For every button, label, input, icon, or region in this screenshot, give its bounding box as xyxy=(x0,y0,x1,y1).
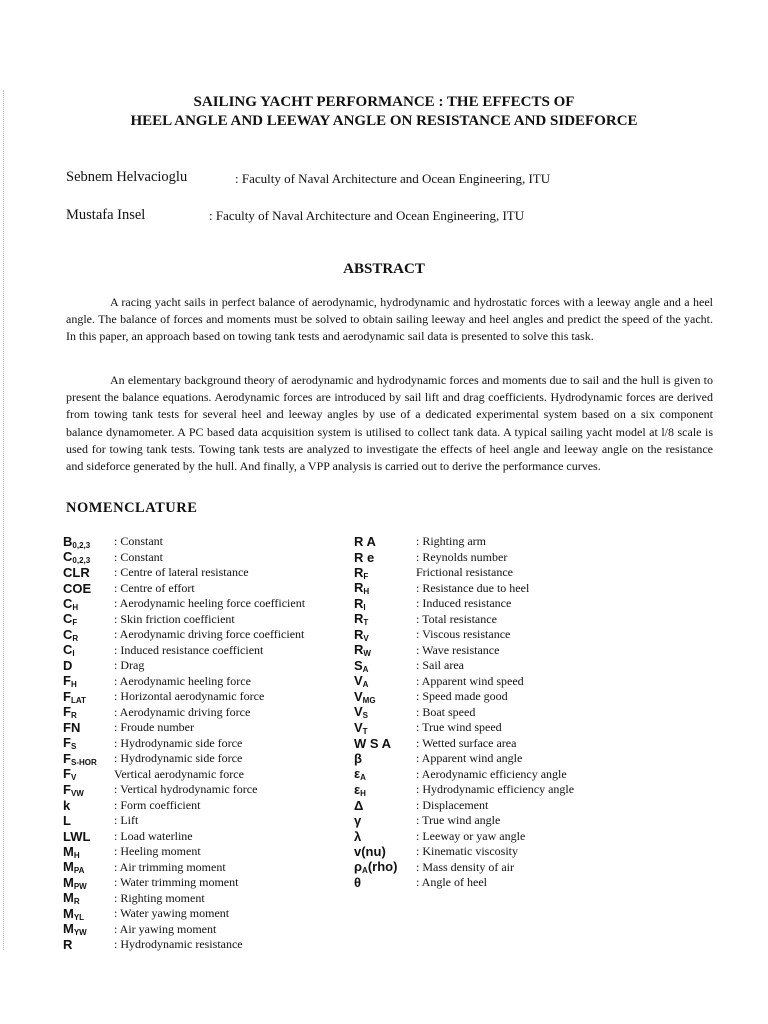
nomenclature-symbol xyxy=(354,550,416,565)
nomenclature-row xyxy=(354,705,574,721)
nomenclature-definition: : Leeway or yaw angle xyxy=(416,828,526,843)
symbol-base: β xyxy=(354,751,362,767)
symbol-base: V xyxy=(354,704,363,720)
nomenclature-row xyxy=(63,627,305,643)
symbol-base: θ xyxy=(354,875,362,891)
author-name-2: Mustafa Insel xyxy=(66,207,146,223)
nomenclature-symbol xyxy=(354,580,416,596)
nomenclature-row xyxy=(354,581,574,597)
symbol-base: R xyxy=(354,595,364,611)
nomenclature-definition: : Air trimming moment xyxy=(114,859,226,874)
symbol-base: C xyxy=(63,595,73,611)
nomenclature-symbol xyxy=(63,565,114,580)
symbol-base: R A xyxy=(354,534,376,550)
symbol-base: ρ xyxy=(354,859,363,875)
symbol-subscript: PW xyxy=(73,881,87,891)
nomenclature-row xyxy=(63,658,305,674)
nomenclature-symbol xyxy=(354,736,416,751)
abstract-paragraph-2-text: An elementary background theory of aerodynamic and hydrodynamic forces and moments due to sail and the hull is given to present the balance equations. Aerodynamic forces are introduced by sail lift and drag coefficients. Hydrodynamic forces are derived from towing tank tests for several heel and leeway angles by use of a dedicated experimental system based on a six component balance dynamometer. A PC based data acquisition system is utilised to collect tank data. A typical sailing yacht model at l/8 scale is used for towing tank tests. Towing tank tests are analyzed to investigate the effects of heel angle and leeway angle on the resistance and sideforce generated by the hull. And finally, a VPP analysis is carried out to derive the performance curves. xyxy=(66,373,713,474)
nomenclature-symbol xyxy=(354,766,416,782)
nomenclature-row xyxy=(354,860,574,876)
nomenclature-definition: : Viscous resistance xyxy=(416,627,511,642)
nomenclature-definition: : True wind angle xyxy=(416,813,501,828)
symbol-base: FN xyxy=(63,720,81,736)
nomenclature-definition: : Aerodynamic driving force coefficient xyxy=(114,627,305,642)
nomenclature-definition: : Form coefficient xyxy=(114,797,201,812)
nomenclature-definition: : Aerodynamic heeling force xyxy=(114,673,251,688)
symbol-subscript: A xyxy=(360,773,366,783)
symbol-subscript: 0,2,3 xyxy=(72,540,91,550)
nomenclature-row xyxy=(354,767,574,783)
symbol-base: S xyxy=(354,657,363,673)
nomenclature-row xyxy=(63,813,305,829)
nomenclature-definition: : Water trimming moment xyxy=(114,875,239,890)
nomenclature-row xyxy=(354,550,574,566)
nomenclature-definition: : Centre of lateral resistance xyxy=(114,565,249,580)
nomenclature-definition: : Drag xyxy=(114,658,145,673)
symbol-base: C xyxy=(63,626,73,642)
symbol-base: LWL xyxy=(63,828,91,844)
nomenclature-definition: : Apparent wind speed xyxy=(416,673,524,688)
symbol-base: R xyxy=(354,626,364,642)
symbol-base: D xyxy=(63,658,73,674)
nomenclature-definition: : Froude number xyxy=(114,720,194,735)
nomenclature-row xyxy=(63,565,305,581)
symbol-subscript: R xyxy=(72,633,79,643)
title-line-1: SAILING YACHT PERFORMANCE : THE EFFECTS OF xyxy=(193,94,575,110)
nomenclature-row xyxy=(63,736,305,752)
nomenclature-definition: : Apparent wind angle xyxy=(416,751,523,766)
nomenclature-row xyxy=(63,937,305,953)
symbol-subscript: I xyxy=(363,602,366,612)
nomenclature-row xyxy=(63,550,305,566)
nomenclature-definition: : Hydrodynamic side force xyxy=(114,751,243,766)
symbol-subscript: H xyxy=(360,788,366,798)
nomenclature-definition: : True wind speed xyxy=(416,720,502,735)
symbol-base: ε xyxy=(354,766,361,782)
symbol-subscript: MG xyxy=(362,695,376,705)
nomenclature-symbol xyxy=(354,798,416,813)
nomenclature-definition: : Constant xyxy=(114,534,164,549)
nomenclature-definition: : Air yawing moment xyxy=(114,921,217,936)
symbol-subscript: F xyxy=(72,618,78,628)
nomenclature-row xyxy=(63,720,305,736)
symbol-subscript: V xyxy=(363,633,369,643)
symbol-base: L xyxy=(63,813,71,829)
nomenclature-definition: : Mass density of air xyxy=(416,859,514,874)
nomenclature-symbol xyxy=(354,642,416,658)
symbol-subscript: R xyxy=(70,711,77,721)
nomenclature-symbol xyxy=(354,751,416,766)
nomenclature-symbol xyxy=(354,720,416,736)
nomenclature-row xyxy=(63,891,305,907)
nomenclature-row xyxy=(63,596,305,612)
nomenclature-row xyxy=(63,782,305,798)
nomenclature-row xyxy=(63,751,305,767)
nomenclature-definition: : Angle of heel xyxy=(416,875,487,890)
symbol-base: R xyxy=(354,580,364,596)
nomenclature-row xyxy=(354,627,574,643)
nomenclature-definition: : Constant xyxy=(114,549,164,564)
symbol-suffix: (rho) xyxy=(367,859,398,875)
nomenclature-row xyxy=(354,844,574,860)
symbol-base: M xyxy=(63,843,74,859)
nomenclature-definition: : Induced resistance xyxy=(416,596,512,611)
symbol-base: M xyxy=(63,859,74,875)
nomenclature-symbol xyxy=(63,829,114,844)
symbol-base: R xyxy=(63,937,73,953)
symbol-subscript: PA xyxy=(73,866,85,876)
nomenclature-row xyxy=(63,829,305,845)
nomenclature-symbol xyxy=(354,829,416,844)
nomenclature-definition: : Wave resistance xyxy=(416,642,500,657)
symbol-base: W S A xyxy=(354,735,392,751)
symbol-subscript: YW xyxy=(73,928,87,938)
nomenclature-symbol xyxy=(354,658,416,674)
nomenclature-row xyxy=(63,643,305,659)
symbol-base: Δ xyxy=(354,797,364,813)
nomenclature-symbol xyxy=(63,906,114,922)
nomenclature-definition: : Hydrodynamic side force xyxy=(114,735,243,750)
page-margin-rule xyxy=(3,90,4,950)
nomenclature-definition: : Reynolds number xyxy=(416,549,508,564)
nomenclature-definition: Vertical aerodynamic force xyxy=(114,766,244,781)
symbol-base: F xyxy=(63,750,71,766)
nomenclature-symbol xyxy=(63,627,114,643)
nomenclature-definition: : Speed made good xyxy=(416,689,508,704)
symbol-base: M xyxy=(63,921,74,937)
nomenclature-symbol xyxy=(63,751,114,767)
nomenclature-symbol xyxy=(63,798,114,813)
nomenclature-row xyxy=(354,612,574,628)
symbol-subscript: YL xyxy=(73,912,85,922)
nomenclature-left-column xyxy=(63,534,305,953)
nomenclature-row xyxy=(354,674,574,690)
nomenclature-symbol xyxy=(63,704,114,720)
nomenclature-heading: NOMENCLATURE xyxy=(66,500,198,516)
nomenclature-definition: : Wetted surface area xyxy=(416,735,517,750)
nomenclature-right-column xyxy=(354,534,574,891)
symbol-base: CLR xyxy=(63,565,90,581)
nomenclature-row xyxy=(354,751,574,767)
nomenclature-definition: : Heeling moment xyxy=(114,844,201,859)
nomenclature-definition: : Skin friction coefficient xyxy=(114,611,235,626)
nomenclature-symbol xyxy=(63,782,114,798)
nomenclature-definition: : Centre of effort xyxy=(114,580,195,595)
symbol-subscript: H xyxy=(363,587,370,597)
symbol-subscript: S xyxy=(362,711,369,721)
nomenclature-symbol xyxy=(63,596,114,612)
paper-title xyxy=(0,93,768,131)
nomenclature-symbol xyxy=(63,689,114,705)
nomenclature-row xyxy=(63,689,305,705)
nomenclature-row xyxy=(354,813,574,829)
nomenclature-symbol xyxy=(63,875,114,891)
symbol-base: C xyxy=(63,549,73,565)
nomenclature-definition: : Hydrodynamic efficiency angle xyxy=(416,782,575,797)
nomenclature-symbol xyxy=(354,704,416,720)
abstract-heading: ABSTRACT xyxy=(343,261,425,277)
symbol-subscript: H xyxy=(70,680,77,690)
symbol-base: F xyxy=(63,781,71,797)
symbol-subscript: T xyxy=(362,726,368,736)
symbol-base: F xyxy=(63,766,71,782)
nomenclature-definition: : Vertical hydrodynamic force xyxy=(114,782,258,797)
symbol-base: ε xyxy=(354,781,361,797)
nomenclature-symbol xyxy=(63,658,114,673)
nomenclature-symbol xyxy=(354,813,416,828)
symbol-base: V xyxy=(354,673,363,689)
nomenclature-symbol xyxy=(354,673,416,689)
symbol-subscript: S-HOR xyxy=(70,757,97,767)
nomenclature-symbol xyxy=(354,875,416,890)
nomenclature-symbol xyxy=(63,735,114,751)
nomenclature-symbol xyxy=(63,642,114,658)
abstract-paragraph-2 xyxy=(66,372,713,475)
symbol-base: M xyxy=(63,874,74,890)
symbol-subscript: R xyxy=(73,897,80,907)
symbol-subscript: 0,2,3 xyxy=(72,556,91,566)
nomenclature-symbol xyxy=(63,534,114,550)
symbol-base: γ xyxy=(354,813,362,829)
symbol-base: M xyxy=(63,890,74,906)
nomenclature-definition: : Resistance due to heel xyxy=(416,580,530,595)
nomenclature-row xyxy=(354,782,574,798)
abstract-paragraph-1-text: A racing yacht sails in perfect balance of aerodynamic, hydrodynamic and hydrostatic forces with a leeway angle and a heel angle. The balance of forces and moments must be solved to obtain sailing leeway and heel angles and predict the speed of the yacht. In this paper, an approach based on towing tank tests and aerodynamic sail data is presented to solve this task. xyxy=(66,295,713,344)
nomenclature-definition: : Hydrodynamic resistance xyxy=(114,937,243,952)
nomenclature-symbol xyxy=(354,689,416,705)
symbol-subscript: F xyxy=(363,571,369,581)
nomenclature-symbol xyxy=(354,534,416,549)
nomenclature-symbol xyxy=(354,565,416,581)
author-affiliation-2: : Faculty of Naval Architecture and Ocean Engineering, ITU xyxy=(209,208,525,223)
nomenclature-definition: : Righting moment xyxy=(114,890,205,905)
nomenclature-row xyxy=(63,798,305,814)
nomenclature-row xyxy=(63,875,305,891)
nomenclature-definition: : Water yawing moment xyxy=(114,906,230,921)
symbol-base: λ xyxy=(354,828,362,844)
nomenclature-row xyxy=(354,596,574,612)
symbol-subscript: S xyxy=(70,742,77,752)
nomenclature-row xyxy=(63,674,305,690)
symbol-base: F xyxy=(63,735,71,751)
title-line-2: HEEL ANGLE AND LEEWAY ANGLE ON RESISTANCE AND SIDEFORCE xyxy=(130,113,638,129)
nomenclature-symbol xyxy=(354,859,416,875)
nomenclature-symbol xyxy=(63,766,114,782)
nomenclature-definition: : Righting arm xyxy=(416,534,486,549)
nomenclature-row xyxy=(63,705,305,721)
author-name-1: Sebnem Helvacioglu xyxy=(66,169,188,185)
nomenclature-symbol xyxy=(63,890,114,906)
nomenclature-symbol xyxy=(354,782,416,798)
nomenclature-definition: : Displacement xyxy=(416,797,489,812)
nomenclature-definition: : Boat speed xyxy=(416,704,476,719)
nomenclature-row xyxy=(354,798,574,814)
nomenclature-definition: : Induced resistance coefficient xyxy=(114,642,264,657)
nomenclature-symbol xyxy=(63,673,114,689)
symbol-base: B xyxy=(63,533,73,549)
nomenclature-symbol xyxy=(63,921,114,937)
symbol-subscript: LAT xyxy=(70,695,86,705)
symbol-subscript: W xyxy=(363,649,371,659)
nomenclature-symbol xyxy=(63,720,114,735)
nomenclature-row xyxy=(354,658,574,674)
nomenclature-definition: : Aerodynamic driving force xyxy=(114,704,251,719)
abstract-paragraph-1 xyxy=(66,294,713,346)
symbol-base: R xyxy=(354,611,364,627)
symbol-base: V xyxy=(354,688,363,704)
author-affiliation-1: : Faculty of Naval Architecture and Ocean Engineering, ITU xyxy=(235,171,551,186)
nomenclature-definition: : Sail area xyxy=(416,658,464,673)
nomenclature-definition: : Horizontal aerodynamic force xyxy=(114,689,265,704)
symbol-base: F xyxy=(63,673,71,689)
nomenclature-symbol xyxy=(354,627,416,643)
symbol-subscript: I xyxy=(72,649,75,659)
nomenclature-symbol xyxy=(63,813,114,828)
symbol-base: COE xyxy=(63,580,92,596)
nomenclature-definition: : Aerodynamic heeling force coefficient xyxy=(114,596,306,611)
nomenclature-symbol xyxy=(63,611,114,627)
symbol-base: R xyxy=(354,642,364,658)
nomenclature-row xyxy=(63,534,305,550)
symbol-base: R e xyxy=(354,549,375,565)
symbol-base: C xyxy=(63,611,73,627)
symbol-base: v(nu) xyxy=(354,844,386,860)
nomenclature-symbol xyxy=(63,549,114,565)
nomenclature-row xyxy=(354,565,574,581)
nomenclature-symbol xyxy=(63,844,114,860)
nomenclature-row xyxy=(354,689,574,705)
nomenclature-definition: : Aerodynamic efficiency angle xyxy=(416,766,567,781)
nomenclature-row xyxy=(354,643,574,659)
nomenclature-definition: : Total resistance xyxy=(416,611,497,626)
nomenclature-row xyxy=(354,829,574,845)
nomenclature-definition: Frictional resistance xyxy=(416,565,513,580)
nomenclature-row xyxy=(63,906,305,922)
nomenclature-row xyxy=(63,922,305,938)
symbol-subscript: A xyxy=(362,866,368,876)
symbol-subscript: H xyxy=(73,850,80,860)
nomenclature-symbol xyxy=(354,596,416,612)
nomenclature-row xyxy=(63,860,305,876)
nomenclature-row xyxy=(354,534,574,550)
nomenclature-row xyxy=(63,844,305,860)
symbol-subscript: A xyxy=(362,664,369,674)
nomenclature-symbol xyxy=(63,581,114,596)
nomenclature-definition: : Kinematic viscosity xyxy=(416,844,518,859)
symbol-base: M xyxy=(63,905,74,921)
symbol-subscript: VW xyxy=(70,788,84,798)
symbol-subscript: H xyxy=(72,602,79,612)
nomenclature-row xyxy=(354,720,574,736)
nomenclature-symbol xyxy=(63,859,114,875)
nomenclature-symbol xyxy=(63,937,114,952)
symbol-base: F xyxy=(63,688,71,704)
symbol-subscript: V xyxy=(70,773,77,783)
symbol-base: C xyxy=(63,642,73,658)
symbol-base: k xyxy=(63,797,71,813)
nomenclature-row xyxy=(354,736,574,752)
symbol-subscript: T xyxy=(363,618,369,628)
nomenclature-row xyxy=(63,767,305,783)
nomenclature-symbol xyxy=(354,844,416,859)
nomenclature-row xyxy=(63,612,305,628)
nomenclature-symbol xyxy=(354,611,416,627)
nomenclature-row xyxy=(63,581,305,597)
nomenclature-row xyxy=(354,875,574,891)
symbol-base: F xyxy=(63,704,71,720)
nomenclature-definition: : Lift xyxy=(114,813,139,828)
symbol-base: V xyxy=(354,719,363,735)
symbol-base: R xyxy=(354,564,364,580)
nomenclature-definition: : Load waterline xyxy=(114,828,193,843)
symbol-subscript: A xyxy=(362,680,369,690)
